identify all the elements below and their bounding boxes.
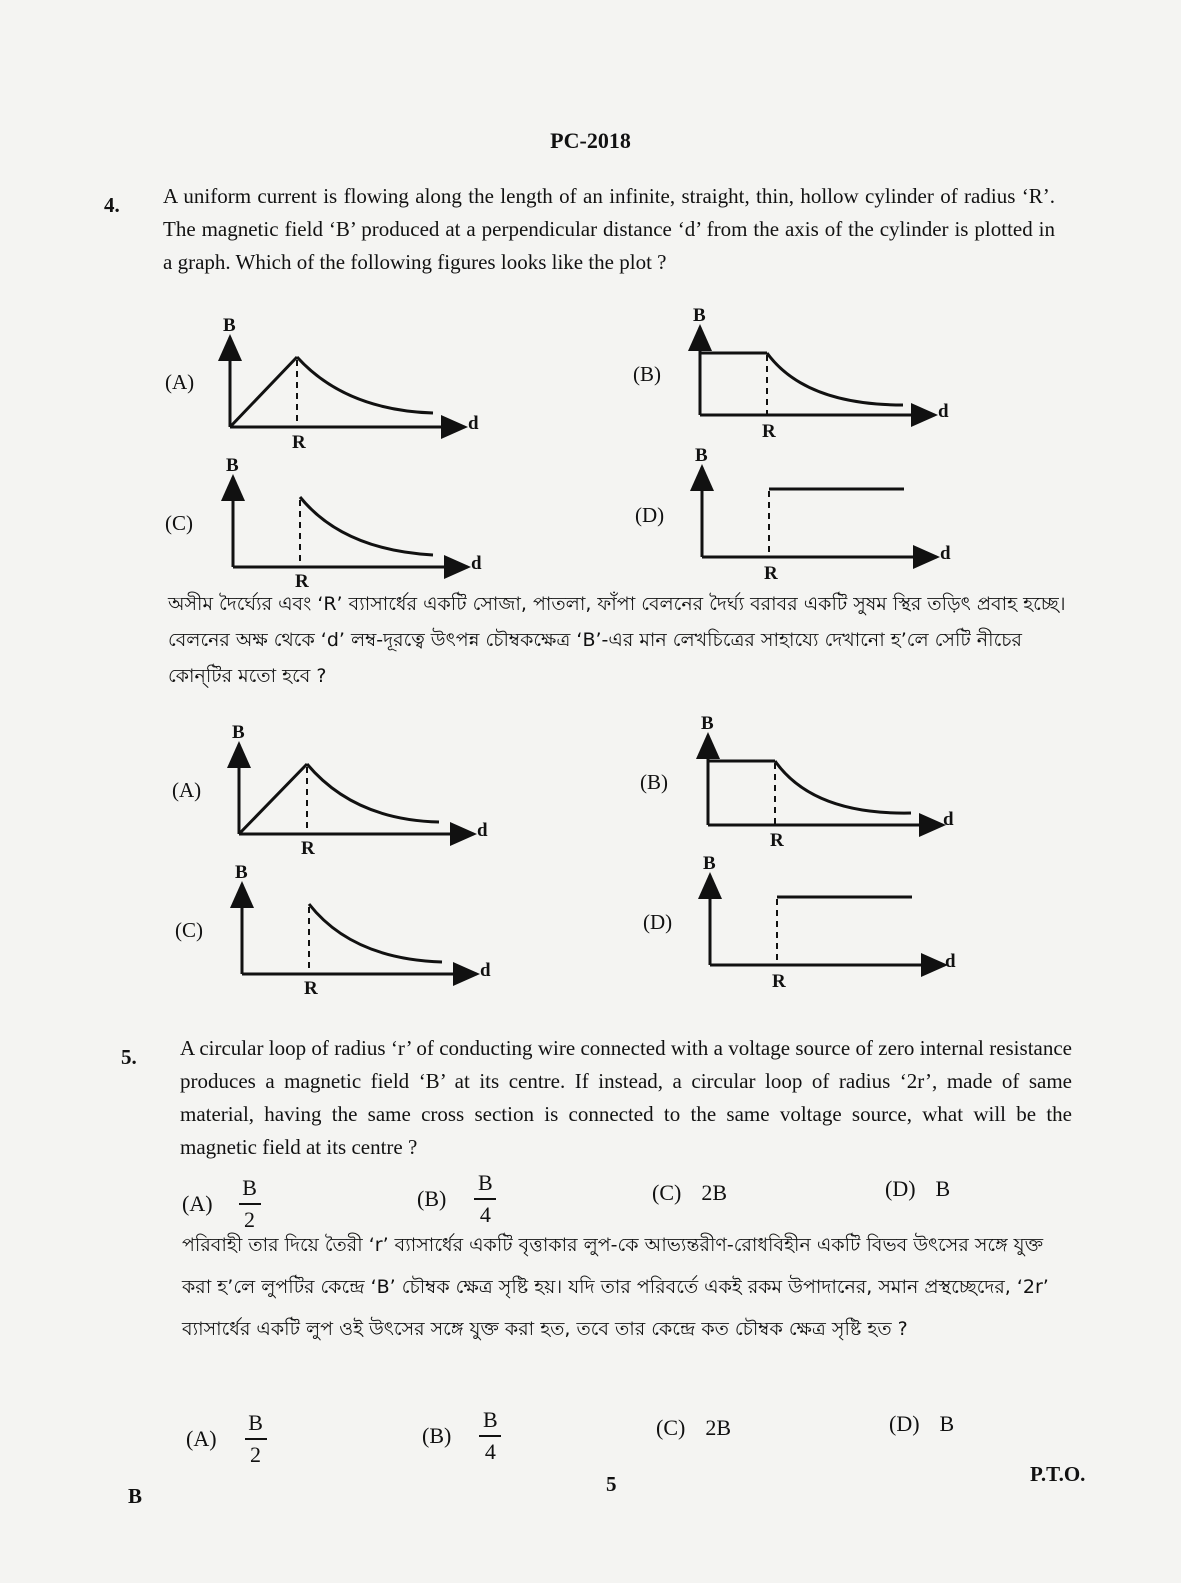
q4-bn-option-c-label: (C) [175,918,203,942]
option-label: (C) [656,1415,686,1440]
q4-bn-graph-d [695,853,1025,993]
fraction [474,1170,496,1228]
axis-label-d: d [940,543,951,564]
q4-en-graph-a [215,315,545,455]
option-value: B [935,1176,951,1201]
option-label: (A) [186,1426,217,1451]
axis-label-d: d [945,951,956,972]
q5-text-en: A circular loop of radius ‘r’ of conducting wire connected with a voltage source of zero internal resistance produces a magnetic field ‘B’ at its centre. If instead, a circular loop of radius ‘2r’, made of same material, having the same cross section is connected to the same voltage source, what will be the magnetic field at its centre ? [180,1036,1072,1159]
option-label: (B) [417,1186,447,1211]
option-value: B [939,1411,955,1436]
axis-label-r: R [295,571,309,592]
option-value: 2B [705,1415,732,1440]
axis-label-r: R [764,563,778,584]
q4-bn-graph-a [224,722,554,862]
q5-en-option-b[interactable] [417,1170,496,1228]
fraction [245,1410,267,1468]
axis-label-d: d [480,960,491,981]
q4-en-option-a-label: (A) [165,370,195,394]
axis-label-b: B [695,445,708,466]
curve-rise [230,357,297,427]
option-label: (D) [885,1176,916,1201]
axis-label-r: R [770,830,784,851]
axis-label-b: B [701,713,714,734]
numerator: B [482,1407,498,1432]
axis-label-d: d [468,413,479,434]
axis-label-r: R [301,838,315,859]
q4-en-graph-b [685,305,1015,445]
axis-label-b: B [232,722,245,743]
pto-label: P.T.O. [1030,1462,1086,1486]
q5-bn-option-d[interactable] [889,1411,954,1437]
denominator: 4 [484,1439,496,1464]
axis-label-b: B [235,862,248,883]
axis-label-b: B [223,315,236,336]
axis-label-r: R [304,978,318,999]
q5-bn-option-b[interactable] [422,1407,501,1465]
page-number: 5 [606,1472,617,1496]
q4-en-option-b-label: (B) [633,362,661,386]
q4-text-en: A uniform current is flowing along the length of an infinite, straight, thin, hollow cylinder of radius ‘R’. The magnetic field ‘B’ produced at a perpendicular distance ‘d’ from the axis of the cylinder is plotted in a graph. Which of the following figures looks like the plot ? [163,184,1055,274]
axis-label-d: d [477,820,488,841]
q4-bn-option-b-label: (B) [640,770,668,794]
q4-bn-graph-c [227,862,557,1002]
footer-set-code: B [128,1484,143,1508]
q4-en-option-d-label: (D) [635,503,665,527]
axis-label-d: d [471,553,482,574]
denominator: 2 [250,1442,262,1467]
q4-en-graph-c [218,455,548,595]
q4-bn-option-a-label: (A) [172,778,202,802]
q4-bn-option-d-label: (D) [643,910,673,934]
curve-decay [297,357,433,413]
q4-number: 4. [104,193,120,217]
axis-label-r: R [772,971,786,992]
q4-text-bn: অসীম দৈর্ঘ্যের এবং ‘R’ ব্যাসার্ধের একটি সোজা, পাতলা, ফাঁপা বেলনের দৈর্ঘ্য বরাবর একটি সুষম স্থির তড়িৎ প্রবাহ হচ্ছে। বেলনের অক্ষ থেকে ‘d’ লম্ব-দূরত্বে উৎপন্ন চৌম্বকক্ষেত্র ‘B’-এর মান লেখচিত্রের সাহায্যে দেখানো হ’লে সেটি নীচের কোন্‌টির মতো হবে ? [168,593,1066,687]
q4-bn-graph-b [693,713,1023,853]
numerator: B [477,1170,493,1195]
q5-bn-option-c[interactable] [656,1415,731,1441]
numerator: B [248,1410,263,1435]
denominator: 2 [244,1207,256,1232]
option-label: (D) [889,1411,920,1436]
q5-bn-option-a[interactable] [186,1410,267,1468]
option-value: 2B [701,1180,728,1205]
paper-code: PC-2018 [550,128,631,153]
axis-label-b: B [226,455,239,476]
denominator: 4 [479,1202,491,1227]
axis-label-b: B [703,853,716,874]
option-label: (C) [652,1180,682,1205]
q4-en-option-c-label: (C) [165,511,193,535]
axis-label-r: R [292,432,306,453]
axis-label-d: d [943,809,954,830]
option-label: (A) [182,1191,213,1216]
axis-label-d: d [938,401,949,422]
fraction [479,1407,501,1465]
numerator: B [242,1175,257,1200]
q5-en-option-c[interactable] [652,1180,727,1206]
option-label: (B) [422,1423,452,1448]
axis-label-b: B [693,305,706,326]
q4-en-graph-d [687,445,1017,585]
q5-en-option-d[interactable] [885,1176,950,1202]
q5-number: 5. [121,1045,137,1069]
q5-text-bn: পরিবাহী তার দিয়ে তৈরী ‘r’ ব্যাসার্ধের একটি বৃত্তাকার লুপ-কে আভ্যন্তরীণ-রোধবিহীন একটি বিভব উৎসের সঙ্গে যুক্ত করা হ’লে লুপটির কেন্দ্রে ‘B’ চৌম্বক ক্ষেত্র সৃষ্টি হয়। যদি তার পরিবর্তে একই রকম উপাদানের, সমান প্রস্থচ্ছেদের, ‘2r’ ব্যাসার্ধের একটি লুপ ওই উৎসের সঙ্গে যুক্ত করা হত, তবে তার কেন্দ্রে কত চৌম্বক ক্ষেত্র সৃষ্টি হত ? [182,1234,1049,1340]
axis-label-r: R [762,421,776,442]
